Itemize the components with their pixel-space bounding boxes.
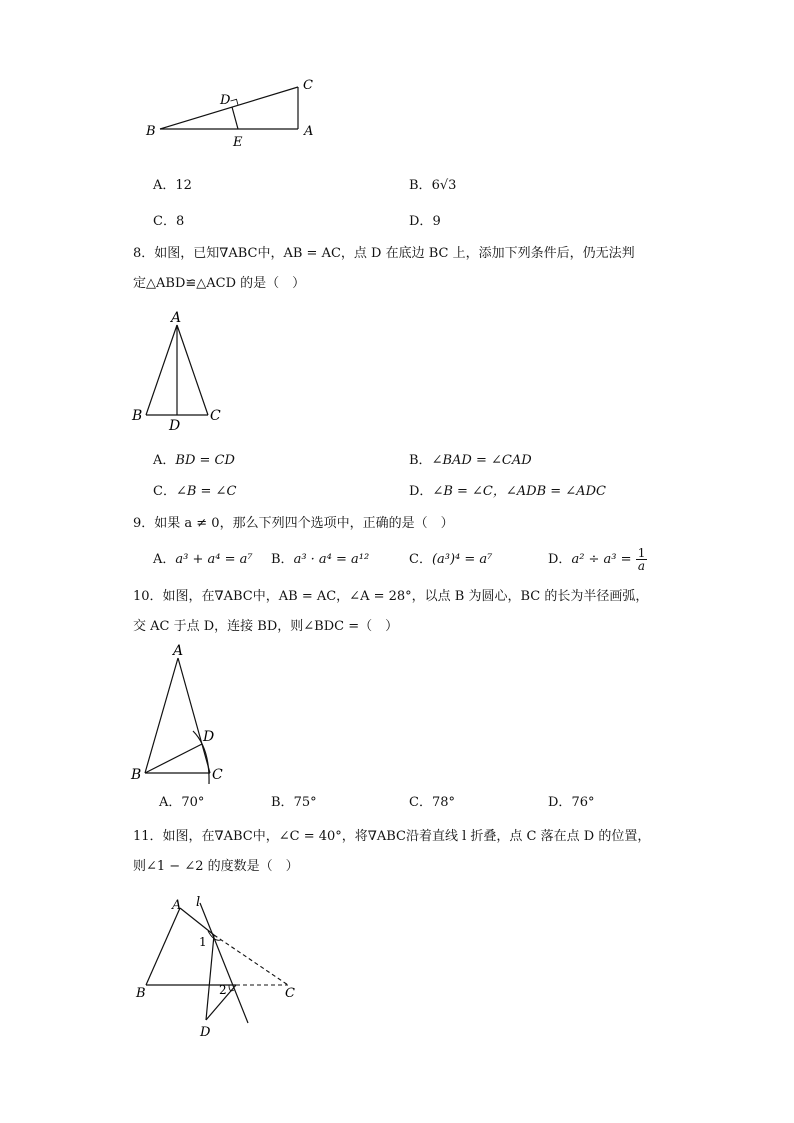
q10-label-b: B	[131, 767, 142, 783]
q8-option-b[interactable]	[409, 453, 532, 469]
q8-stem-line1: 8．如图，已知∇ABC中，AB = AC，点 D 在底边 BC 上，添加下列条件后，仍无法判	[133, 246, 635, 261]
q7-figure	[140, 72, 330, 152]
q9-option-b-letter: B．	[271, 552, 294, 567]
q9-option-a[interactable]	[153, 552, 253, 568]
q7-label-c: C	[303, 78, 313, 93]
q8-label-d: D	[169, 418, 181, 434]
q10-segment-bd	[145, 744, 202, 773]
q10-option-c-text: 78°	[431, 795, 455, 810]
q10-option-d-text: 76°	[571, 795, 595, 810]
q7-option-c[interactable]	[153, 214, 184, 230]
q7-option-b[interactable]	[409, 178, 456, 194]
q11-segment-d-left	[206, 935, 214, 1020]
q10-segment-ac	[178, 658, 210, 773]
q8-option-c-letter: C．	[153, 484, 176, 499]
q11-figure	[128, 890, 308, 1045]
q7-option-d[interactable]	[409, 214, 441, 230]
q7-label-a: A	[304, 124, 314, 139]
q7-label-e: E	[233, 135, 243, 150]
q11-label-a: A	[172, 898, 182, 913]
q9-option-a-text: a³ + a⁴ = a⁷	[175, 552, 253, 567]
q9-fraction-denominator: a	[637, 559, 646, 573]
q8-stem-line2: 定△ABD≌△ACD 的是（ ）	[133, 276, 306, 291]
q10-option-a[interactable]	[159, 795, 204, 811]
q11-segment-a-fold	[180, 908, 214, 935]
q11-label-2: 2	[219, 983, 227, 997]
q8-option-d[interactable]	[409, 484, 606, 500]
q7-segment-de	[232, 107, 238, 129]
q9-option-d-letter: D．	[548, 552, 572, 567]
q8-label-c: C	[210, 408, 221, 424]
q10-option-b-letter: B．	[271, 795, 294, 810]
q7-option-a-text: 12	[175, 178, 192, 193]
q7-option-b-letter: B．	[409, 178, 432, 193]
q9-option-c-letter: C．	[409, 552, 432, 567]
q11-label-1: 1	[199, 935, 207, 949]
q8-option-b-letter: B．	[409, 453, 432, 468]
q7-label-d: D	[220, 93, 231, 108]
q11-stem-line2: 则∠1 − ∠2 的度数是（ ）	[133, 859, 299, 874]
q9-option-a-letter: A．	[153, 552, 176, 567]
q10-option-b-text: 75°	[293, 795, 317, 810]
q8-option-b-text: ∠BAD = ∠CAD	[431, 453, 532, 468]
q11-label-d: D	[200, 1025, 211, 1040]
q8-label-a: A	[171, 310, 182, 326]
q7-option-c-text: 8	[175, 214, 185, 229]
q9-option-c-text: (a³)⁴ = a⁷	[431, 552, 493, 567]
q8-segment-ab	[146, 325, 177, 415]
q11-dashed-c-top	[214, 935, 288, 985]
q9-option-c[interactable]	[409, 552, 492, 568]
q9-option-d-text: a² ÷ a³ =	[571, 552, 632, 567]
q10-option-d[interactable]	[548, 795, 594, 811]
q9-option-b[interactable]	[271, 552, 369, 568]
q10-stem-line1: 10．如图，在∇ABC中，AB = AC，∠A = 28°，以点 B 为圆心，BC 的长为半径画弧，	[133, 589, 649, 604]
q10-option-a-letter: A．	[159, 795, 182, 810]
q9-option-d-fraction	[636, 547, 648, 572]
q8-option-d-text: ∠B = ∠C，∠ADB = ∠ADC	[432, 484, 606, 499]
q8-segment-ac	[177, 325, 208, 415]
q10-option-c-letter: C．	[409, 795, 432, 810]
q10-figure	[126, 640, 236, 790]
q11-stem-line1: 11．如图，在∇ABC中，∠C = 40°，将∇ABC沿着直线 l 折叠，点 C 落在点 D 的位置，	[133, 829, 651, 844]
q7-option-c-letter: C．	[153, 214, 176, 229]
q10-segment-ab	[145, 658, 178, 773]
q7-right-angle-mark	[231, 99, 239, 105]
q7-option-d-text: 9	[432, 214, 441, 229]
q8-option-c-text: ∠B = ∠C	[175, 484, 237, 499]
q11-segment-ab	[146, 908, 180, 985]
q8-option-d-letter: D．	[409, 484, 433, 499]
q7-option-a[interactable]	[153, 178, 192, 194]
q8-option-a[interactable]	[153, 453, 235, 469]
q8-label-b: B	[132, 408, 143, 424]
q10-stem-line2: 交 AC 于点 D，连接 BD，则∠BDC =（ ）	[133, 619, 399, 634]
q7-option-d-letter: D．	[409, 214, 433, 229]
q10-option-b[interactable]	[271, 795, 317, 811]
q10-label-a: A	[173, 643, 184, 659]
q8-figure	[128, 306, 238, 434]
q10-label-c: C	[212, 767, 223, 783]
q9-option-b-text: a³ · a⁴ = a¹²	[293, 552, 370, 567]
q11-label-c: C	[285, 986, 295, 1001]
q9-fraction-numerator: 1	[637, 546, 646, 560]
q7-label-b: B	[146, 124, 156, 139]
q10-option-d-letter: D．	[548, 795, 572, 810]
q9-stem: 9．如果 a ≠ 0，那么下列四个选项中，正确的是（ ）	[133, 516, 454, 531]
q10-option-c[interactable]	[409, 795, 455, 811]
q7-option-b-text: 6√3	[431, 178, 457, 193]
q7-option-a-letter: A．	[153, 178, 176, 193]
q8-option-a-letter: A．	[153, 453, 176, 468]
q11-label-b: B	[136, 986, 146, 1001]
q10-option-a-text: 70°	[181, 795, 205, 810]
q8-option-c[interactable]	[153, 484, 236, 500]
q9-option-d[interactable]	[548, 546, 647, 574]
q8-option-a-text: BD = CD	[175, 453, 235, 468]
q11-label-l: l	[196, 895, 201, 910]
q10-label-d: D	[203, 729, 215, 745]
